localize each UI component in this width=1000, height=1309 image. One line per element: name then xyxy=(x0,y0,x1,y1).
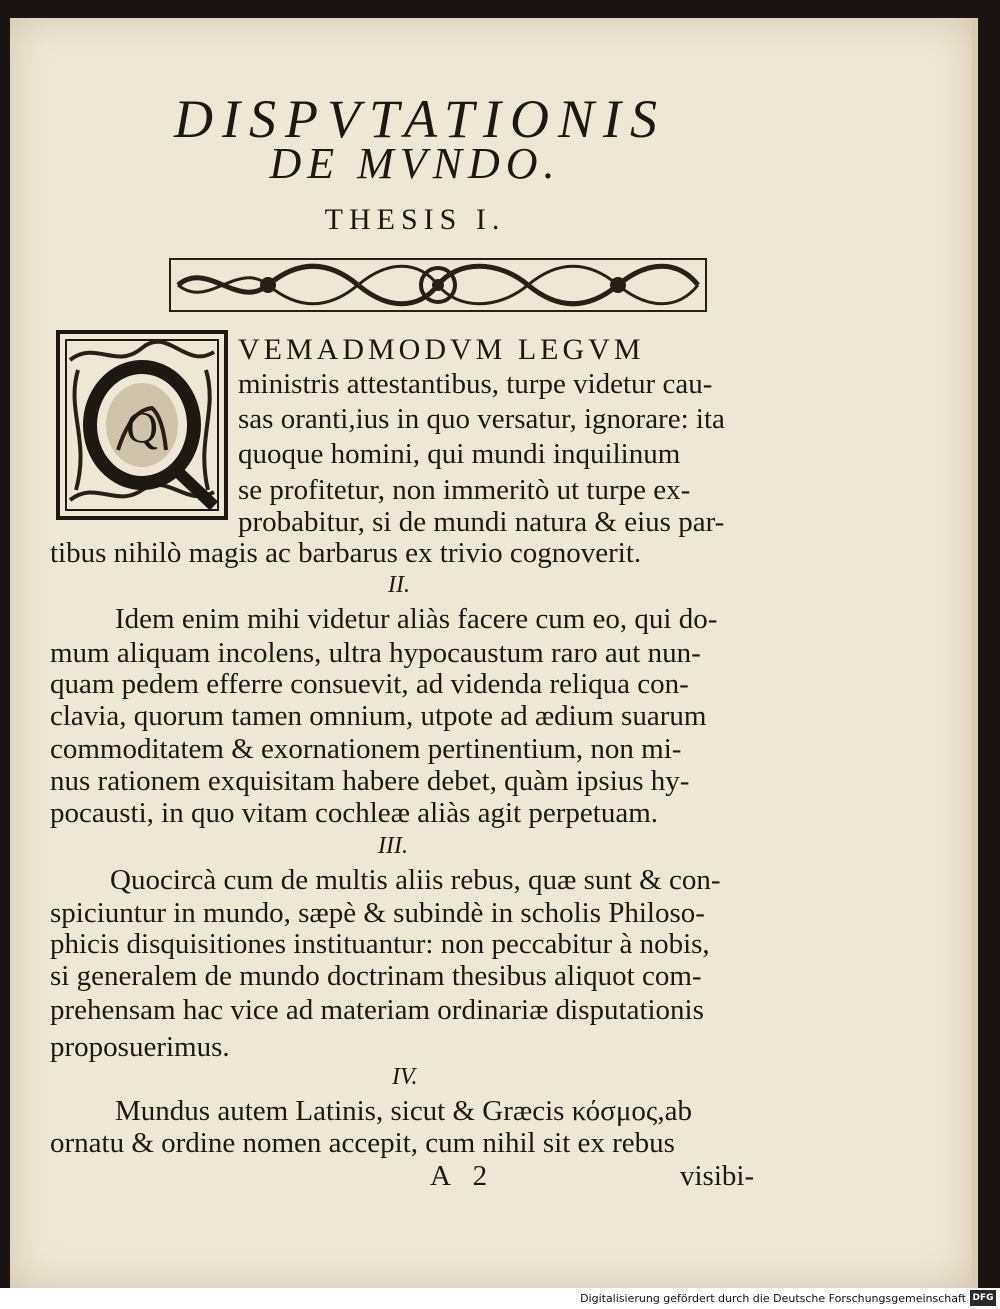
paragraph2-line: mum aliquam incolens, ultra hypocaustum raro aut nun- xyxy=(50,637,701,669)
paragraph1-line: probabitur, si de mundi natura & eius par- xyxy=(238,506,725,538)
paragraph3-line: phicis disquisitiones instituantur: non peccabitur à nobis, xyxy=(50,928,710,960)
title-line-2: DE MVNDO. xyxy=(269,139,561,188)
paragraph1-line: sas oranti,ius in quo versatur, ignorare: ita xyxy=(238,403,725,435)
paragraph2-line: nus rationem exquisitam habere debet, quàm ipsius hy- xyxy=(50,765,690,797)
paragraph2-line: clavia, quorum tamen omnium, utpote ad ædium suarum xyxy=(50,700,707,732)
paragraph1-line: se profitetur, non immeritò ut turpe ex- xyxy=(238,474,691,506)
paragraph2-line: commoditatem & exornationem pertinentium, non mi- xyxy=(50,733,682,765)
title-line-1: DISPVTATIONIS xyxy=(174,89,666,149)
paragraph1-line: tibus nihilò magis ac barbarus ex trivio cognoverit. xyxy=(50,537,642,569)
catchword: visibi- xyxy=(680,1160,755,1192)
paragraph2-line: Idem enim mihi videtur aliàs facere cum eo, qui do- xyxy=(115,603,718,635)
thesis-heading: THESIS I. xyxy=(324,203,506,236)
section-numeral: III. xyxy=(378,833,408,859)
svg-text:Q: Q xyxy=(126,403,158,452)
signature-mark: A 2 xyxy=(430,1160,496,1192)
paragraph2-line: quam pedem efferre consuevit, ad videnda reliqua con- xyxy=(50,668,689,700)
paragraph4-line: Mundus autem Latinis, sicut & Græcis κόσμος,ab xyxy=(115,1095,692,1127)
paragraph3-line: Quocircà cum de multis aliis rebus, quæ sunt & con- xyxy=(110,864,721,896)
paragraph4-line: ornatu & ordine nomen accepit, cum nihil sit ex rebus xyxy=(50,1127,675,1159)
paragraph3-line: si generalem de mundo doctrinam thesibus aliquot com- xyxy=(50,960,702,992)
paragraph2-line: pocausti, in quo vitam cochleæ aliàs agit perpetuam. xyxy=(50,797,659,829)
paragraph3-line: prehensam hac vice ad materiam ordinariæ disputationis xyxy=(50,994,704,1026)
section-numeral: II. xyxy=(388,572,410,598)
paragraph1-line: quoque homini, qui mundi inquilinum xyxy=(238,438,681,470)
decorated-initial xyxy=(56,330,228,520)
dfg-logo-icon: DFG xyxy=(970,1290,996,1306)
footer-credit: Digitalisierung gefördert durch die Deutsche Forschungsgemeinschaft xyxy=(580,1292,966,1305)
ornamental-band xyxy=(168,255,708,315)
paragraph3-line: proposuerimus. xyxy=(50,1031,230,1063)
page-edge xyxy=(972,18,978,1288)
section-numeral: IV. xyxy=(392,1064,418,1090)
paragraph1-line: ministris attestantibus, turpe videtur cau- xyxy=(238,368,713,400)
paragraph1-line: VEMADMODVM LEGVM xyxy=(238,333,645,366)
paragraph3-line: spiciuntur in mundo, sæpè & subindè in scholis Philoso- xyxy=(50,897,705,929)
